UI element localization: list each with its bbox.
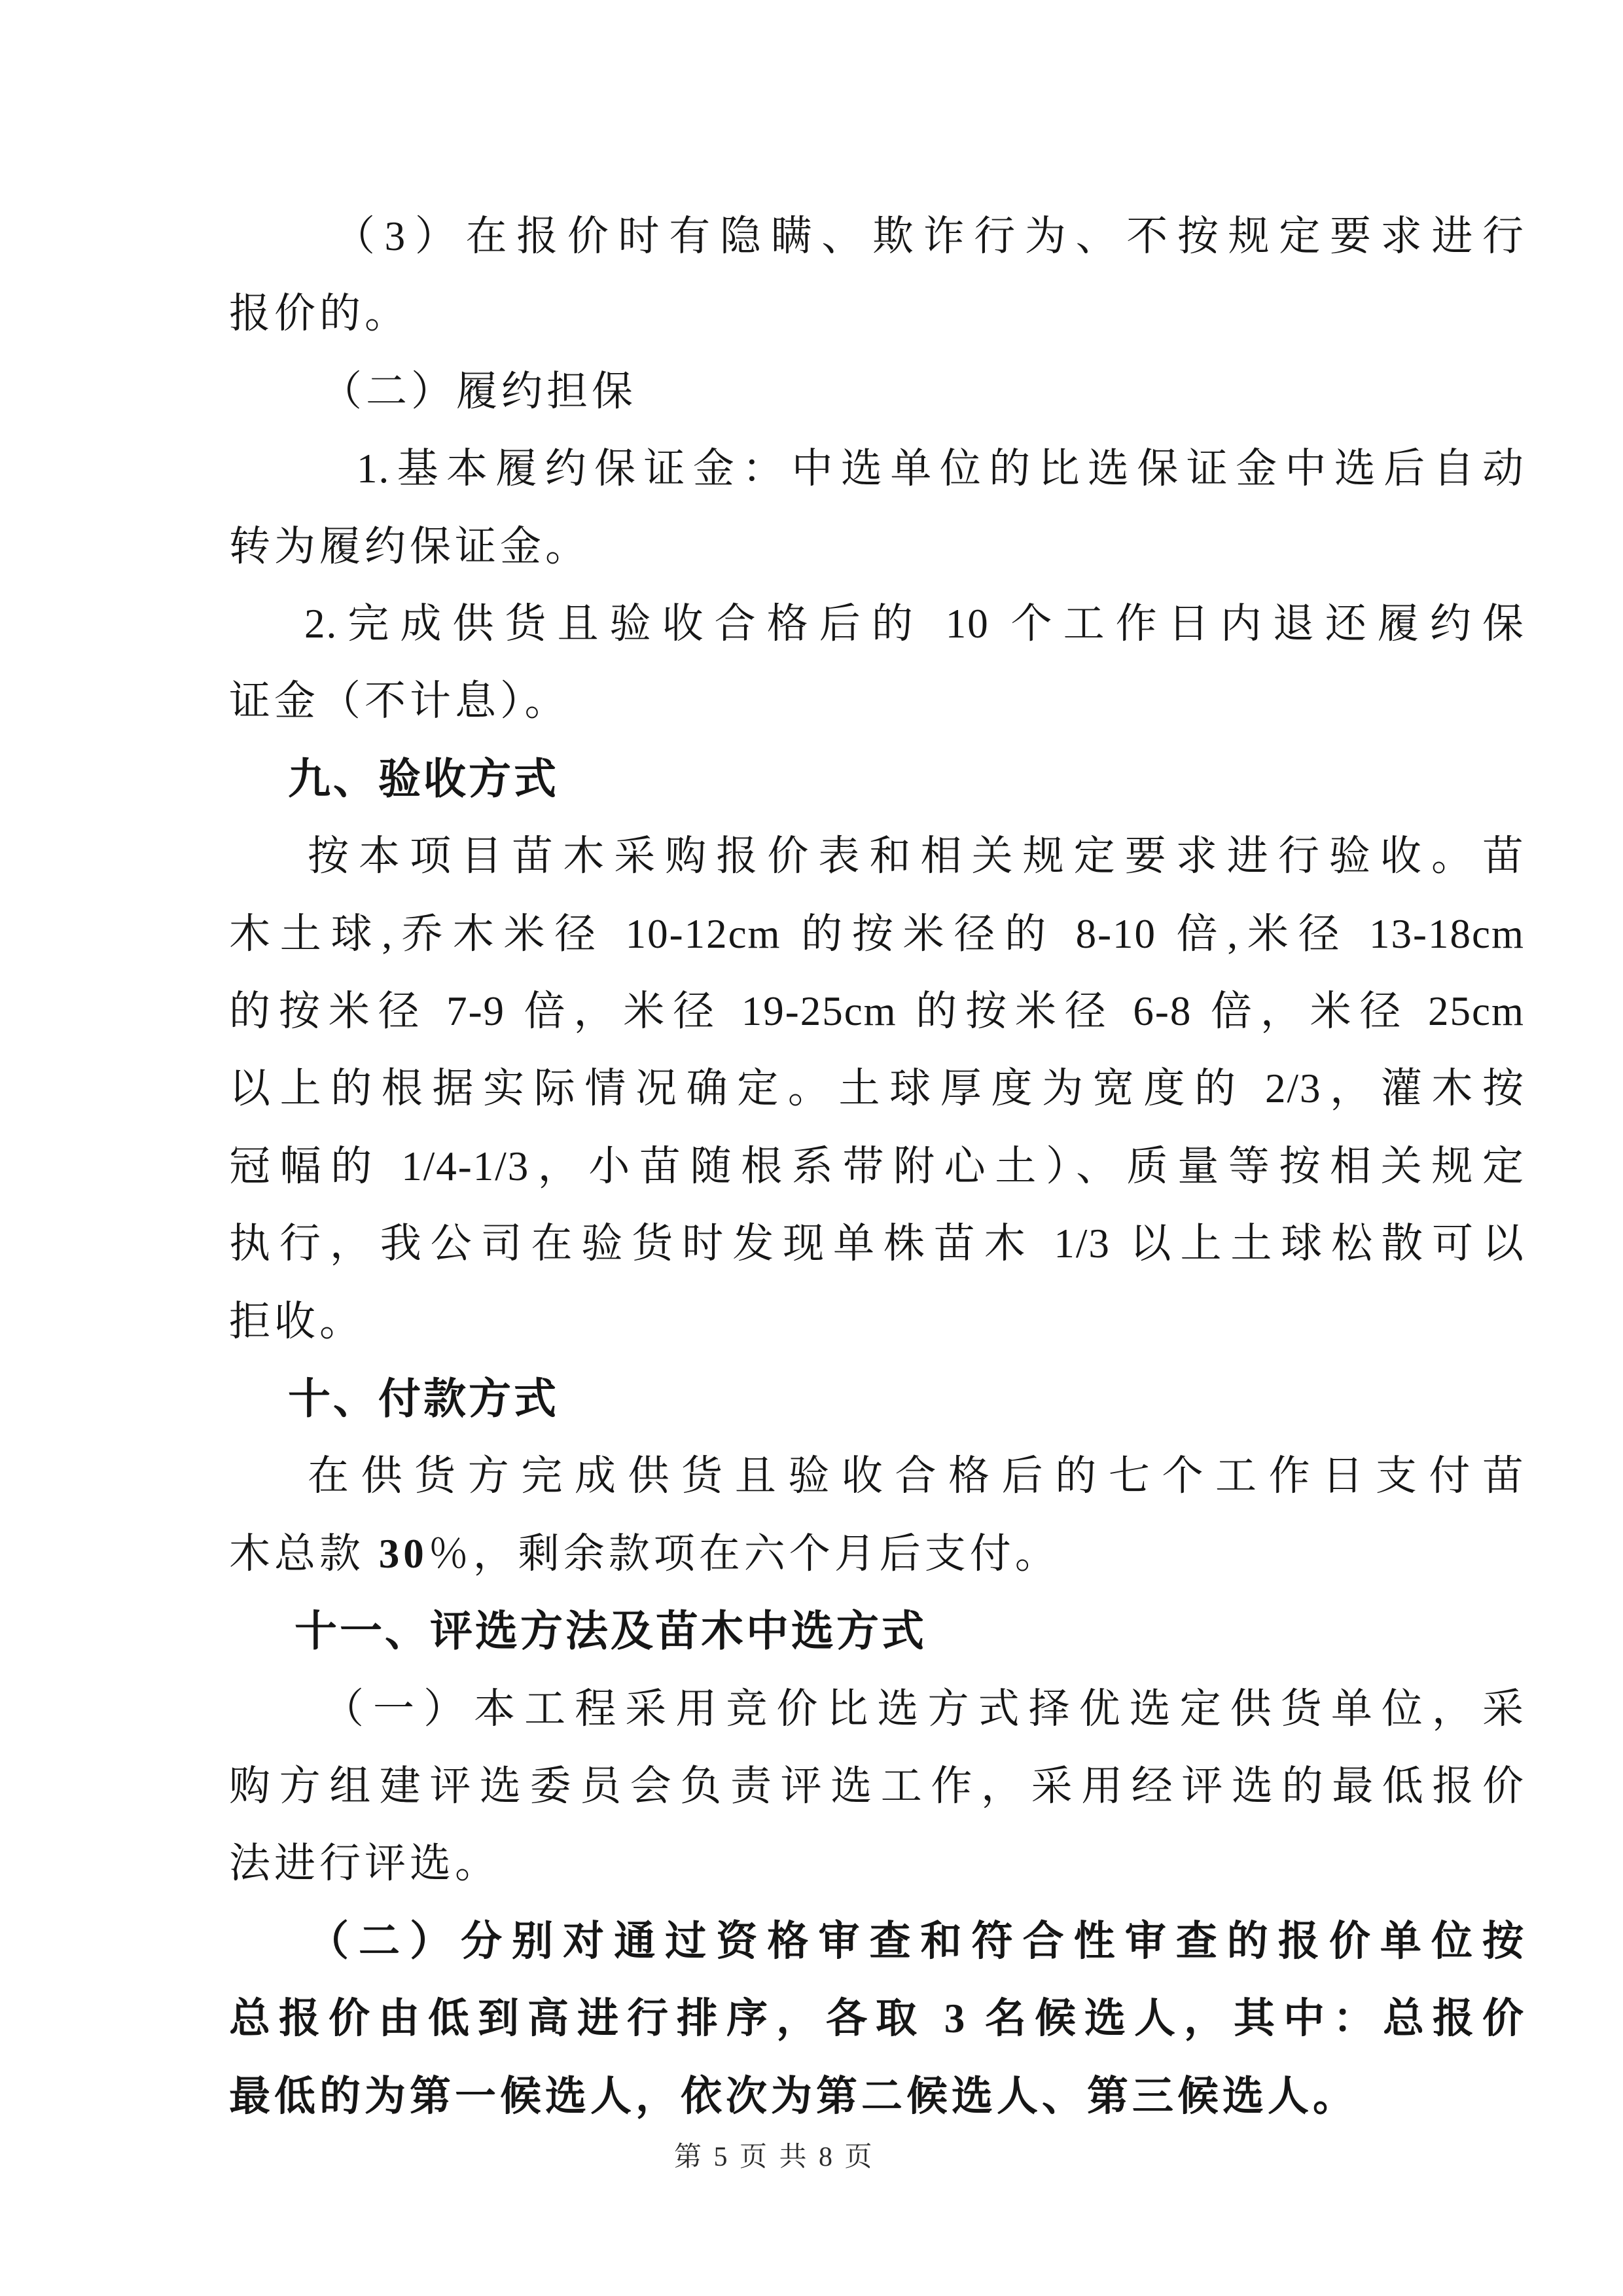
text-line: 以上的根据实际情况确定。土球厚度为宽度的 2/3，灌木按 [229,1066,1525,1111]
text-line: 报价的。 [229,291,410,336]
text-line: 的按米径 7-9 倍，米径 19-25cm 的按米径 6-8 倍，米径 25cm [229,988,1525,1034]
text-line [229,1528,1060,1579]
text-line: 法进行评选。 [229,1840,500,1886]
text-line: 木土球,乔木米径 10-12cm 的按米径的 8-10 倍,米径 13-18cm [229,911,1525,957]
text-line: （二）分别对通过资格审查和符合性审查的报价单位按 [308,1918,1525,1964]
text-line: 执行，我公司在验货时发现单株苗木 1/3 以上土球松散可以 [229,1221,1525,1266]
text-run: ％，剩余款项在六个月后支付。 [427,1531,1060,1577]
text-line: 转为履约保证金。 [229,524,590,569]
text-run: 木总款 [229,1531,379,1577]
text-line: 总报价由低到高进行排序，各取 3 名候选人，其中：总报价 [229,1996,1525,2041]
text-line: 按本项目苗木采购报价表和相关规定要求进行验收。苗 [308,833,1525,879]
text-run: 30 [378,1531,428,1577]
text-line: 拒收。 [229,1299,365,1344]
text-line: 在供货方完成供货且验收合格后的七个工作日支付苗 [308,1453,1525,1499]
section-heading-line: 十一、评选方法及苗木中选方式 [294,1607,927,1655]
text-line: （二）履约担保 [321,368,637,414]
text-line: 1.基本履约保证金：中选单位的比选保证金中选后自动 [357,446,1525,492]
section-heading-line: 十、付款方式 [288,1374,560,1422]
text-line: （3）在报价时有隐瞒、欺诈行为、不按规定要求进行 [334,213,1525,259]
text-line: 2.完成供货且验收合格后的 10 个工作日内退还履约保 [304,601,1525,647]
text-line: 证金（不计息）。 [229,678,570,724]
page-footer: 第 5 页 共 8 页 [674,2142,875,2172]
text-line: 冠幅的 1/4-1/3，小苗随根系带附心土）、质量等按相关规定 [229,1143,1525,1189]
text-line: 购方组建评选委员会负责评选工作，采用经评选的最低报价 [229,1763,1525,1809]
text-line: 最低的为第一候选人，依次为第二候选人、第三候选人。 [229,2073,1358,2119]
text-line: （一）本工程采用竞价比选方式择优选定供货单位，采 [323,1686,1525,1732]
section-heading-line: 九、验收方式 [288,755,560,802]
